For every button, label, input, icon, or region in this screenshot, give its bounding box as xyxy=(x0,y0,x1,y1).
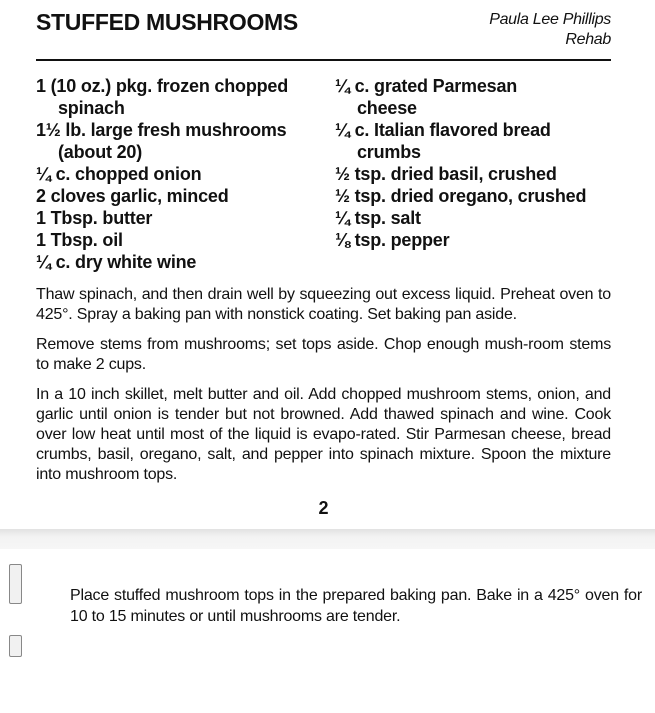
ingredient: 1 Tbsp. butter xyxy=(36,208,153,228)
binding-tab-icon xyxy=(9,635,22,657)
binding-tab-icon xyxy=(9,564,22,604)
page-number: 2 xyxy=(318,498,329,518)
ingredient: ¼ c. grated Parmesan cheese xyxy=(335,76,518,118)
page-separator xyxy=(0,529,655,549)
ingredient: ¼ c. dry white wine xyxy=(36,252,197,272)
ingredients-left-column xyxy=(36,75,325,273)
ingredient: ½ tsp. dried oregano, crushed xyxy=(335,186,587,206)
direction-step: Thaw spinach, and then drain well by squeezing out excess liquid. Preheat oven to 425°. Spray a baking pan with nonstick coating. Set baking pan aside. xyxy=(36,286,611,323)
ingredient: ½ tsp. dried basil, crushed xyxy=(335,164,557,184)
ingredient: ⅛ tsp. pepper xyxy=(335,230,450,250)
direction-step: Remove stems from mushrooms; set tops aside. Chop enough mush-room stems to make 2 cups. xyxy=(36,336,611,373)
author-affiliation: Rehab xyxy=(565,31,611,48)
recipe-header xyxy=(36,8,611,50)
ingredient: ¼ tsp. salt xyxy=(335,208,421,228)
author-name: Paula Lee Phillips xyxy=(489,11,611,28)
recipe-title: STUFFED MUSHROOMS xyxy=(36,9,298,35)
ingredient: 1½ lb. large fresh mushrooms (about 20) xyxy=(36,120,287,162)
ingredient: ¼ c. Italian flavored bread crumbs xyxy=(335,120,551,162)
ingredients xyxy=(36,75,611,273)
direction-step: In a 10 inch skillet, melt butter and oil. Add chopped mushroom stems, onion, and garlic until onion is tender but not browned. Add thawed spinach and wine. Cook over low heat until most of the liquid is evapo-rated. Stir Parmesan cheese, bread crumbs, basil, oregano, salt, and pepper into spinach mixture. Spoon the mixture into mushroom tops. xyxy=(36,386,611,483)
direction-step: Place stuffed mushroom tops in the prepared baking pan. Bake in a 425° oven for 10 to 15 minutes or until mushrooms are tender. xyxy=(70,587,642,625)
recipe-page-3 xyxy=(0,549,655,645)
ingredient: 2 cloves garlic, minced xyxy=(36,186,229,206)
ingredient: 1 Tbsp. oil xyxy=(36,230,123,250)
ingredient: 1 (10 oz.) pkg. frozen chopped spinach xyxy=(36,76,289,118)
recipe-author xyxy=(489,8,611,50)
ingredient: ¼ c. chopped onion xyxy=(36,164,202,184)
ingredients-right-column xyxy=(335,75,611,273)
title-divider xyxy=(36,59,611,61)
